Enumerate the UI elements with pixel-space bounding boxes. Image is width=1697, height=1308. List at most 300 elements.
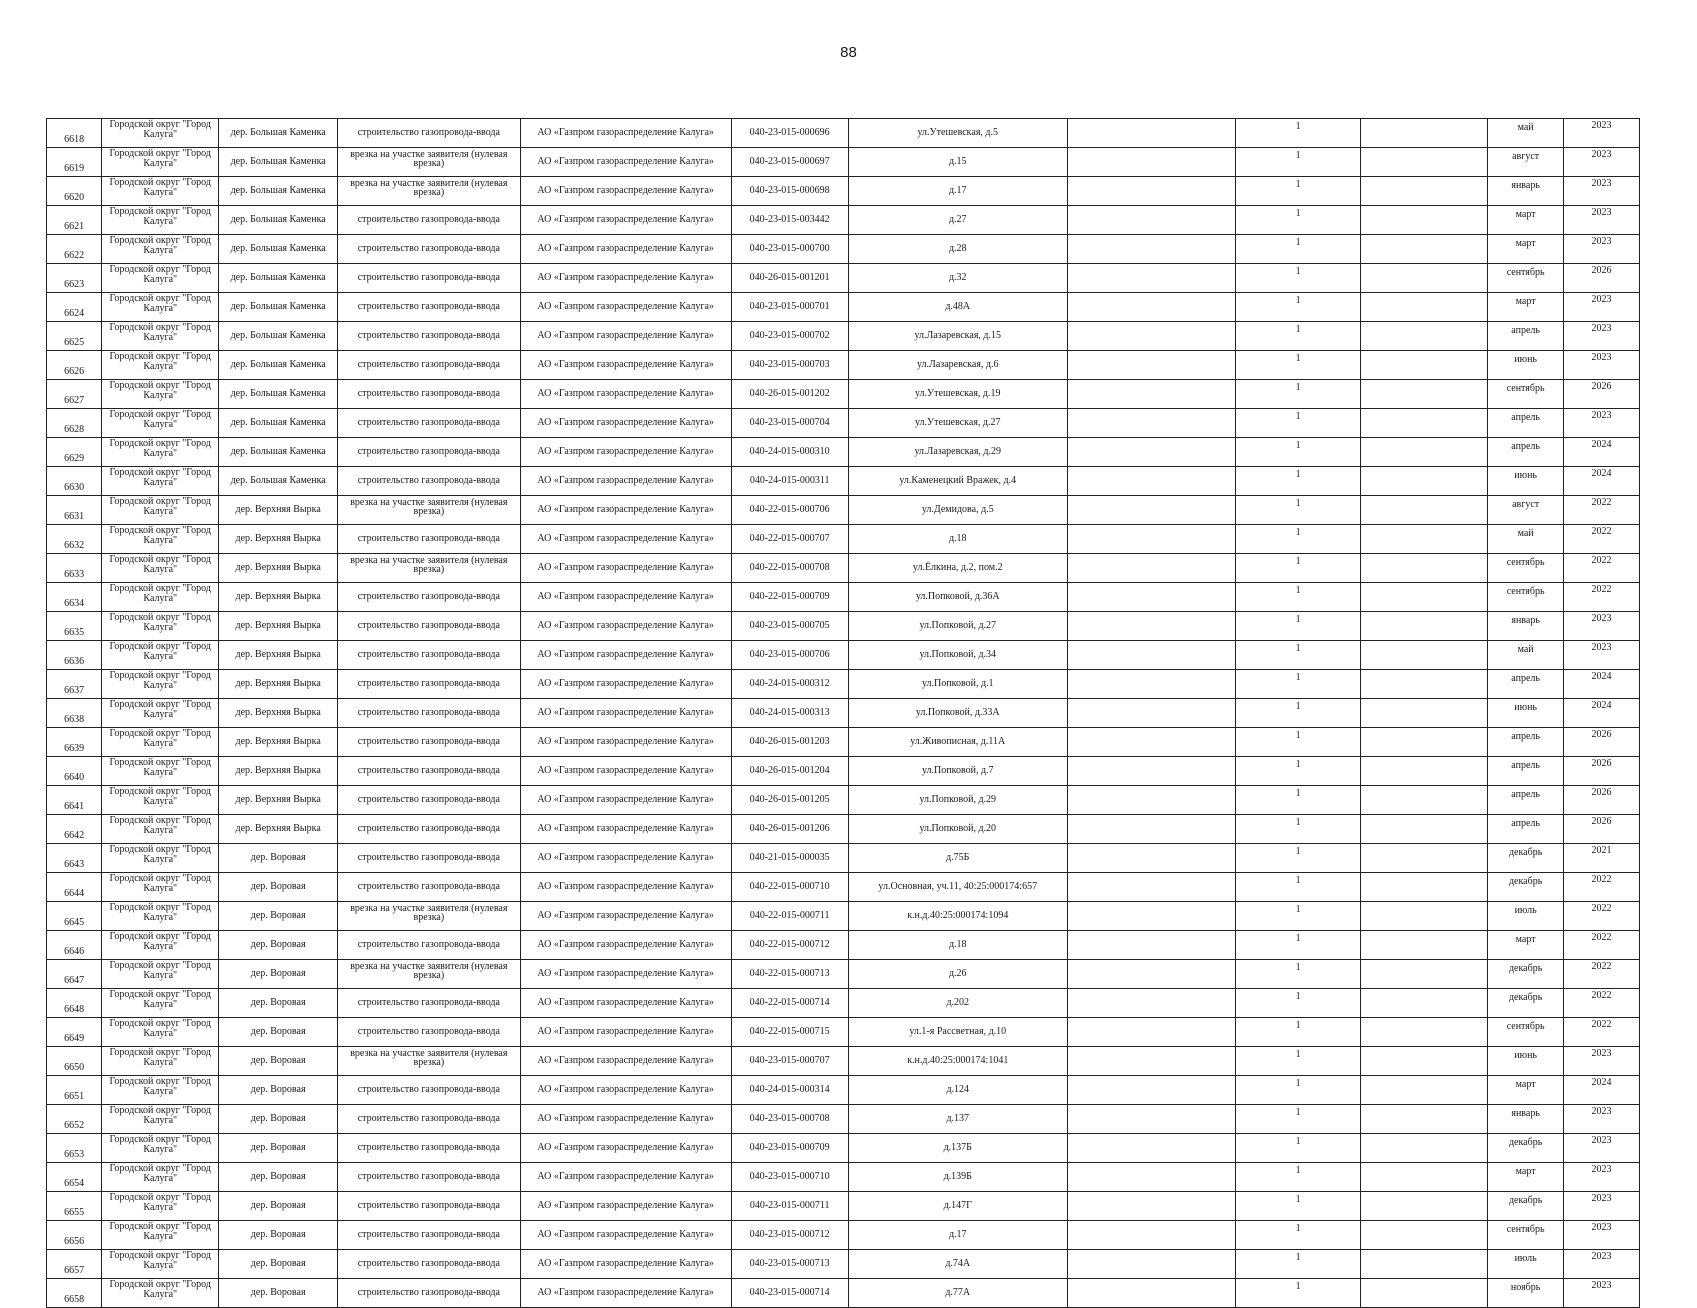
address-cell: д.124 bbox=[848, 1076, 1067, 1105]
empty-cell bbox=[1361, 1134, 1488, 1163]
empty-cell bbox=[1067, 873, 1235, 902]
empty-cell bbox=[1067, 583, 1235, 612]
empty-cell bbox=[1361, 844, 1488, 873]
table-row bbox=[47, 641, 1640, 670]
settlement-cell: дер. Верхняя Вырка bbox=[219, 525, 338, 554]
empty-cell bbox=[1361, 148, 1488, 177]
year-cell: 2026 bbox=[1564, 757, 1640, 786]
month-cell: декабрь bbox=[1488, 960, 1564, 989]
month-cell: май bbox=[1488, 525, 1564, 554]
request-code-cell: 040-23-015-000712 bbox=[731, 1221, 848, 1250]
month-cell: апрель bbox=[1488, 728, 1564, 757]
request-code-cell: 040-22-015-000711 bbox=[731, 902, 848, 931]
request-code-cell: 040-23-015-000707 bbox=[731, 1047, 848, 1076]
address-cell: ул.Попковой, д.29 bbox=[848, 786, 1067, 815]
organization-cell: АО «Газпром газораспределение Калуга» bbox=[520, 815, 731, 844]
district-cell: Городской округ "Город Калуга" bbox=[102, 119, 219, 148]
district-cell: Городской округ "Город Калуга" bbox=[102, 1192, 219, 1221]
request-code-cell: 040-22-015-000714 bbox=[731, 989, 848, 1018]
work-type-cell: строительство газопровода-ввода bbox=[338, 641, 520, 670]
row-number-cell: 6657 bbox=[47, 1250, 102, 1279]
organization-cell: АО «Газпром газораспределение Калуга» bbox=[520, 206, 731, 235]
table-row bbox=[47, 1221, 1640, 1250]
empty-cell bbox=[1361, 1163, 1488, 1192]
empty-cell bbox=[1361, 119, 1488, 148]
address-cell: д.202 bbox=[848, 989, 1067, 1018]
empty-cell bbox=[1361, 467, 1488, 496]
month-cell: ноябрь bbox=[1488, 1279, 1564, 1308]
request-code-cell: 040-23-015-000711 bbox=[731, 1192, 848, 1221]
row-number-cell: 6633 bbox=[47, 554, 102, 583]
year-cell: 2023 bbox=[1564, 177, 1640, 206]
month-cell: декабрь bbox=[1488, 844, 1564, 873]
quantity-cell: 1 bbox=[1236, 1279, 1361, 1308]
work-type-cell: строительство газопровода-ввода bbox=[338, 1221, 520, 1250]
year-cell: 2026 bbox=[1564, 380, 1640, 409]
request-code-cell: 040-26-015-001203 bbox=[731, 728, 848, 757]
row-number-cell: 6630 bbox=[47, 467, 102, 496]
district-cell: Городской округ "Город Калуга" bbox=[102, 1018, 219, 1047]
address-cell: д.137Б bbox=[848, 1134, 1067, 1163]
year-cell: 2023 bbox=[1564, 119, 1640, 148]
quantity-cell: 1 bbox=[1236, 612, 1361, 641]
empty-cell bbox=[1361, 351, 1488, 380]
empty-cell bbox=[1361, 786, 1488, 815]
settlement-cell: дер. Большая Каменка bbox=[219, 467, 338, 496]
district-cell: Городской округ "Город Калуга" bbox=[102, 496, 219, 525]
year-cell: 2022 bbox=[1564, 496, 1640, 525]
settlement-cell: дер. Воровая bbox=[219, 1134, 338, 1163]
request-code-cell: 040-23-015-000709 bbox=[731, 1134, 848, 1163]
work-type-cell: строительство газопровода-ввода bbox=[338, 351, 520, 380]
work-type-cell: строительство газопровода-ввода bbox=[338, 728, 520, 757]
empty-cell bbox=[1067, 670, 1235, 699]
empty-cell bbox=[1067, 641, 1235, 670]
empty-cell bbox=[1067, 467, 1235, 496]
work-type-cell: строительство газопровода-ввода bbox=[338, 1105, 520, 1134]
empty-cell bbox=[1361, 206, 1488, 235]
organization-cell: АО «Газпром газораспределение Калуга» bbox=[520, 641, 731, 670]
work-type-cell: врезка на участке заявителя (нулевая врезка) bbox=[338, 554, 520, 583]
address-cell: ул.Каменецкий Вражек, д.4 bbox=[848, 467, 1067, 496]
settlement-cell: дер. Воровая bbox=[219, 1279, 338, 1308]
empty-cell bbox=[1067, 844, 1235, 873]
quantity-cell: 1 bbox=[1236, 844, 1361, 873]
organization-cell: АО «Газпром газораспределение Калуга» bbox=[520, 699, 731, 728]
table-row bbox=[47, 409, 1640, 438]
empty-cell bbox=[1067, 496, 1235, 525]
gasification-schedule-table bbox=[46, 118, 1640, 1308]
organization-cell: АО «Газпром газораспределение Калуга» bbox=[520, 119, 731, 148]
district-cell: Городской округ "Город Калуга" bbox=[102, 612, 219, 641]
empty-cell bbox=[1361, 583, 1488, 612]
quantity-cell: 1 bbox=[1236, 264, 1361, 293]
address-cell: ул.Основная, уч.11, 40:25:000174:657 bbox=[848, 873, 1067, 902]
empty-cell bbox=[1361, 554, 1488, 583]
organization-cell: АО «Газпром газораспределение Калуга» bbox=[520, 960, 731, 989]
month-cell: декабрь bbox=[1488, 1192, 1564, 1221]
month-cell: апрель bbox=[1488, 815, 1564, 844]
district-cell: Городской округ "Город Калуга" bbox=[102, 177, 219, 206]
row-number-cell: 6636 bbox=[47, 641, 102, 670]
work-type-cell: строительство газопровода-ввода bbox=[338, 1018, 520, 1047]
table-row bbox=[47, 1279, 1640, 1308]
settlement-cell: дер. Большая Каменка bbox=[219, 322, 338, 351]
month-cell: август bbox=[1488, 496, 1564, 525]
year-cell: 2022 bbox=[1564, 902, 1640, 931]
row-number-cell: 6656 bbox=[47, 1221, 102, 1250]
work-type-cell: строительство газопровода-ввода bbox=[338, 873, 520, 902]
year-cell: 2024 bbox=[1564, 699, 1640, 728]
year-cell: 2023 bbox=[1564, 1192, 1640, 1221]
empty-cell bbox=[1067, 1163, 1235, 1192]
month-cell: май bbox=[1488, 641, 1564, 670]
settlement-cell: дер. Верхняя Вырка bbox=[219, 612, 338, 641]
row-number-cell: 6620 bbox=[47, 177, 102, 206]
row-number-cell: 6621 bbox=[47, 206, 102, 235]
empty-cell bbox=[1067, 699, 1235, 728]
empty-cell bbox=[1067, 235, 1235, 264]
table-body bbox=[47, 119, 1640, 1308]
table-row bbox=[47, 496, 1640, 525]
district-cell: Городской округ "Город Калуга" bbox=[102, 467, 219, 496]
table-row bbox=[47, 1047, 1640, 1076]
empty-cell bbox=[1361, 1250, 1488, 1279]
district-cell: Городской округ "Город Калуга" bbox=[102, 989, 219, 1018]
row-number-cell: 6629 bbox=[47, 438, 102, 467]
row-number-cell: 6646 bbox=[47, 931, 102, 960]
organization-cell: АО «Газпром газораспределение Калуга» bbox=[520, 902, 731, 931]
organization-cell: АО «Газпром газораспределение Калуга» bbox=[520, 844, 731, 873]
address-cell: ул.Попковой, д.1 bbox=[848, 670, 1067, 699]
district-cell: Городской округ "Город Калуга" bbox=[102, 409, 219, 438]
work-type-cell: строительство газопровода-ввода bbox=[338, 409, 520, 438]
year-cell: 2022 bbox=[1564, 873, 1640, 902]
empty-cell bbox=[1361, 902, 1488, 931]
year-cell: 2024 bbox=[1564, 1076, 1640, 1105]
year-cell: 2026 bbox=[1564, 815, 1640, 844]
address-cell: д.77А bbox=[848, 1279, 1067, 1308]
request-code-cell: 040-22-015-000707 bbox=[731, 525, 848, 554]
organization-cell: АО «Газпром газораспределение Калуга» bbox=[520, 583, 731, 612]
district-cell: Городской округ "Город Калуга" bbox=[102, 1076, 219, 1105]
organization-cell: АО «Газпром газораспределение Калуга» bbox=[520, 1018, 731, 1047]
work-type-cell: врезка на участке заявителя (нулевая врезка) bbox=[338, 148, 520, 177]
year-cell: 2021 bbox=[1564, 844, 1640, 873]
quantity-cell: 1 bbox=[1236, 119, 1361, 148]
settlement-cell: дер. Верхняя Вырка bbox=[219, 583, 338, 612]
empty-cell bbox=[1361, 235, 1488, 264]
organization-cell: АО «Газпром газораспределение Калуга» bbox=[520, 1279, 731, 1308]
organization-cell: АО «Газпром газораспределение Калуга» bbox=[520, 409, 731, 438]
work-type-cell: строительство газопровода-ввода bbox=[338, 206, 520, 235]
quantity-cell: 1 bbox=[1236, 1047, 1361, 1076]
organization-cell: АО «Газпром газораспределение Калуга» bbox=[520, 496, 731, 525]
settlement-cell: дер. Верхняя Вырка bbox=[219, 641, 338, 670]
year-cell: 2024 bbox=[1564, 467, 1640, 496]
quantity-cell: 1 bbox=[1236, 1163, 1361, 1192]
year-cell: 2024 bbox=[1564, 438, 1640, 467]
settlement-cell: дер. Верхняя Вырка bbox=[219, 815, 338, 844]
settlement-cell: дер. Большая Каменка bbox=[219, 438, 338, 467]
settlement-cell: дер. Воровая bbox=[219, 1221, 338, 1250]
address-cell: ул.Лазаревская, д.29 bbox=[848, 438, 1067, 467]
organization-cell: АО «Газпром газораспределение Калуга» bbox=[520, 612, 731, 641]
quantity-cell: 1 bbox=[1236, 467, 1361, 496]
settlement-cell: дер. Верхняя Вырка bbox=[219, 786, 338, 815]
organization-cell: АО «Газпром газораспределение Калуга» bbox=[520, 931, 731, 960]
empty-cell bbox=[1361, 757, 1488, 786]
quantity-cell: 1 bbox=[1236, 1134, 1361, 1163]
district-cell: Городской округ "Город Калуга" bbox=[102, 235, 219, 264]
year-cell: 2026 bbox=[1564, 786, 1640, 815]
organization-cell: АО «Газпром газораспределение Калуга» bbox=[520, 554, 731, 583]
row-number-cell: 6654 bbox=[47, 1163, 102, 1192]
address-cell: к.н.д.40:25:000174:1041 bbox=[848, 1047, 1067, 1076]
request-code-cell: 040-23-015-000705 bbox=[731, 612, 848, 641]
district-cell: Городской округ "Город Калуга" bbox=[102, 148, 219, 177]
address-cell: д.74А bbox=[848, 1250, 1067, 1279]
organization-cell: АО «Газпром газораспределение Калуга» bbox=[520, 1163, 731, 1192]
table-row bbox=[47, 786, 1640, 815]
address-cell: д.32 bbox=[848, 264, 1067, 293]
request-code-cell: 040-24-015-000314 bbox=[731, 1076, 848, 1105]
organization-cell: АО «Газпром газораспределение Калуга» bbox=[520, 1076, 731, 1105]
year-cell: 2026 bbox=[1564, 264, 1640, 293]
district-cell: Городской округ "Город Калуга" bbox=[102, 873, 219, 902]
request-code-cell: 040-26-015-001204 bbox=[731, 757, 848, 786]
empty-cell bbox=[1067, 177, 1235, 206]
month-cell: май bbox=[1488, 119, 1564, 148]
address-cell: д.15 bbox=[848, 148, 1067, 177]
empty-cell bbox=[1361, 815, 1488, 844]
table-row bbox=[47, 148, 1640, 177]
row-number-cell: 6619 bbox=[47, 148, 102, 177]
month-cell: июль bbox=[1488, 902, 1564, 931]
row-number-cell: 6626 bbox=[47, 351, 102, 380]
quantity-cell: 1 bbox=[1236, 1076, 1361, 1105]
year-cell: 2023 bbox=[1564, 1047, 1640, 1076]
request-code-cell: 040-22-015-000708 bbox=[731, 554, 848, 583]
empty-cell bbox=[1067, 1279, 1235, 1308]
request-code-cell: 040-23-015-000698 bbox=[731, 177, 848, 206]
empty-cell bbox=[1361, 960, 1488, 989]
request-code-cell: 040-22-015-000706 bbox=[731, 496, 848, 525]
empty-cell bbox=[1361, 438, 1488, 467]
empty-cell bbox=[1067, 409, 1235, 438]
table-row bbox=[47, 1192, 1640, 1221]
empty-cell bbox=[1361, 293, 1488, 322]
empty-cell bbox=[1067, 206, 1235, 235]
district-cell: Городской округ "Город Калуга" bbox=[102, 728, 219, 757]
organization-cell: АО «Газпром газораспределение Калуга» bbox=[520, 525, 731, 554]
organization-cell: АО «Газпром газораспределение Калуга» bbox=[520, 380, 731, 409]
district-cell: Городской округ "Город Калуга" bbox=[102, 786, 219, 815]
work-type-cell: строительство газопровода-ввода bbox=[338, 235, 520, 264]
district-cell: Городской округ "Город Калуга" bbox=[102, 931, 219, 960]
month-cell: январь bbox=[1488, 612, 1564, 641]
district-cell: Городской округ "Город Калуга" bbox=[102, 583, 219, 612]
quantity-cell: 1 bbox=[1236, 1250, 1361, 1279]
request-code-cell: 040-26-015-001201 bbox=[731, 264, 848, 293]
address-cell: ул.Попковой, д.34 bbox=[848, 641, 1067, 670]
table-row bbox=[47, 264, 1640, 293]
request-code-cell: 040-23-015-000713 bbox=[731, 1250, 848, 1279]
request-code-cell: 040-23-015-000696 bbox=[731, 119, 848, 148]
district-cell: Городской округ "Город Калуга" bbox=[102, 1279, 219, 1308]
row-number-cell: 6655 bbox=[47, 1192, 102, 1221]
year-cell: 2023 bbox=[1564, 1250, 1640, 1279]
table-row bbox=[47, 322, 1640, 351]
organization-cell: АО «Газпром газораспределение Калуга» bbox=[520, 1047, 731, 1076]
month-cell: март bbox=[1488, 235, 1564, 264]
district-cell: Городской округ "Город Калуга" bbox=[102, 815, 219, 844]
empty-cell bbox=[1067, 554, 1235, 583]
empty-cell bbox=[1361, 1076, 1488, 1105]
address-cell: д.139Б bbox=[848, 1163, 1067, 1192]
row-number-cell: 6658 bbox=[47, 1279, 102, 1308]
request-code-cell: 040-23-015-000701 bbox=[731, 293, 848, 322]
request-code-cell: 040-23-015-000708 bbox=[731, 1105, 848, 1134]
address-cell: д.27 bbox=[848, 206, 1067, 235]
row-number-cell: 6653 bbox=[47, 1134, 102, 1163]
request-code-cell: 040-24-015-000311 bbox=[731, 467, 848, 496]
empty-cell bbox=[1361, 177, 1488, 206]
work-type-cell: строительство газопровода-ввода bbox=[338, 757, 520, 786]
work-type-cell: врезка на участке заявителя (нулевая врезка) bbox=[338, 177, 520, 206]
settlement-cell: дер. Воровая bbox=[219, 1163, 338, 1192]
quantity-cell: 1 bbox=[1236, 757, 1361, 786]
quantity-cell: 1 bbox=[1236, 583, 1361, 612]
district-cell: Городской округ "Город Калуга" bbox=[102, 902, 219, 931]
row-number-cell: 6632 bbox=[47, 525, 102, 554]
quantity-cell: 1 bbox=[1236, 728, 1361, 757]
table-row bbox=[47, 438, 1640, 467]
request-code-cell: 040-26-015-001206 bbox=[731, 815, 848, 844]
empty-cell bbox=[1067, 1221, 1235, 1250]
organization-cell: АО «Газпром газораспределение Калуга» bbox=[520, 728, 731, 757]
empty-cell bbox=[1067, 902, 1235, 931]
settlement-cell: дер. Воровая bbox=[219, 1105, 338, 1134]
empty-cell bbox=[1361, 612, 1488, 641]
request-code-cell: 040-23-015-003442 bbox=[731, 206, 848, 235]
district-cell: Городской округ "Город Калуга" bbox=[102, 960, 219, 989]
organization-cell: АО «Газпром газораспределение Калуга» bbox=[520, 148, 731, 177]
quantity-cell: 1 bbox=[1236, 902, 1361, 931]
address-cell: ул.Утешевская, д.5 bbox=[848, 119, 1067, 148]
organization-cell: АО «Газпром газораспределение Калуга» bbox=[520, 1105, 731, 1134]
row-number-cell: 6635 bbox=[47, 612, 102, 641]
empty-cell bbox=[1067, 1250, 1235, 1279]
table-row bbox=[47, 235, 1640, 264]
year-cell: 2023 bbox=[1564, 148, 1640, 177]
year-cell: 2022 bbox=[1564, 1018, 1640, 1047]
work-type-cell: строительство газопровода-ввода bbox=[338, 989, 520, 1018]
request-code-cell: 040-23-015-000706 bbox=[731, 641, 848, 670]
address-cell: ул.Попковой, д.27 bbox=[848, 612, 1067, 641]
row-number-cell: 6647 bbox=[47, 960, 102, 989]
quantity-cell: 1 bbox=[1236, 496, 1361, 525]
organization-cell: АО «Газпром газораспределение Калуга» bbox=[520, 670, 731, 699]
month-cell: апрель bbox=[1488, 409, 1564, 438]
settlement-cell: дер. Большая Каменка bbox=[219, 264, 338, 293]
settlement-cell: дер. Воровая bbox=[219, 1018, 338, 1047]
row-number-cell: 6637 bbox=[47, 670, 102, 699]
work-type-cell: строительство газопровода-ввода bbox=[338, 293, 520, 322]
empty-cell bbox=[1361, 670, 1488, 699]
row-number-cell: 6627 bbox=[47, 380, 102, 409]
quantity-cell: 1 bbox=[1236, 1018, 1361, 1047]
table-row bbox=[47, 293, 1640, 322]
empty-cell bbox=[1067, 438, 1235, 467]
table-row bbox=[47, 1134, 1640, 1163]
address-cell: д.48А bbox=[848, 293, 1067, 322]
address-cell: ул.Попковой, д.20 bbox=[848, 815, 1067, 844]
work-type-cell: врезка на участке заявителя (нулевая врезка) bbox=[338, 902, 520, 931]
row-number-cell: 6641 bbox=[47, 786, 102, 815]
month-cell: декабрь bbox=[1488, 989, 1564, 1018]
year-cell: 2022 bbox=[1564, 583, 1640, 612]
address-cell: ул.Попковой, д.33А bbox=[848, 699, 1067, 728]
work-type-cell: строительство газопровода-ввода bbox=[338, 1192, 520, 1221]
table-row bbox=[47, 989, 1640, 1018]
month-cell: март bbox=[1488, 1076, 1564, 1105]
settlement-cell: дер. Воровая bbox=[219, 1047, 338, 1076]
row-number-cell: 6640 bbox=[47, 757, 102, 786]
month-cell: апрель bbox=[1488, 438, 1564, 467]
empty-cell bbox=[1361, 989, 1488, 1018]
month-cell: июнь bbox=[1488, 699, 1564, 728]
work-type-cell: строительство газопровода-ввода bbox=[338, 322, 520, 351]
settlement-cell: дер. Верхняя Вырка bbox=[219, 728, 338, 757]
page-number: 88 bbox=[840, 44, 857, 61]
row-number-cell: 6642 bbox=[47, 815, 102, 844]
year-cell: 2023 bbox=[1564, 1134, 1640, 1163]
table-row bbox=[47, 670, 1640, 699]
empty-cell bbox=[1361, 322, 1488, 351]
table-row bbox=[47, 206, 1640, 235]
year-cell: 2023 bbox=[1564, 206, 1640, 235]
month-cell: июнь bbox=[1488, 467, 1564, 496]
month-cell: март bbox=[1488, 931, 1564, 960]
request-code-cell: 040-24-015-000312 bbox=[731, 670, 848, 699]
organization-cell: АО «Газпром газораспределение Калуга» bbox=[520, 235, 731, 264]
month-cell: сентябрь bbox=[1488, 1018, 1564, 1047]
quantity-cell: 1 bbox=[1236, 1192, 1361, 1221]
district-cell: Городской округ "Город Калуга" bbox=[102, 293, 219, 322]
address-cell: ул.Лазаревская, д.15 bbox=[848, 322, 1067, 351]
row-number-cell: 6649 bbox=[47, 1018, 102, 1047]
settlement-cell: дер. Воровая bbox=[219, 1250, 338, 1279]
month-cell: апрель bbox=[1488, 670, 1564, 699]
empty-cell bbox=[1067, 757, 1235, 786]
address-cell: д.137 bbox=[848, 1105, 1067, 1134]
year-cell: 2023 bbox=[1564, 322, 1640, 351]
settlement-cell: дер. Большая Каменка bbox=[219, 409, 338, 438]
quantity-cell: 1 bbox=[1236, 1105, 1361, 1134]
row-number-cell: 6650 bbox=[47, 1047, 102, 1076]
settlement-cell: дер. Воровая bbox=[219, 960, 338, 989]
empty-cell bbox=[1067, 380, 1235, 409]
empty-cell bbox=[1067, 264, 1235, 293]
work-type-cell: строительство газопровода-ввода bbox=[338, 583, 520, 612]
work-type-cell: врезка на участке заявителя (нулевая врезка) bbox=[338, 960, 520, 989]
district-cell: Городской округ "Город Калуга" bbox=[102, 757, 219, 786]
work-type-cell: строительство газопровода-ввода bbox=[338, 670, 520, 699]
work-type-cell: строительство газопровода-ввода bbox=[338, 612, 520, 641]
month-cell: март bbox=[1488, 206, 1564, 235]
quantity-cell: 1 bbox=[1236, 989, 1361, 1018]
